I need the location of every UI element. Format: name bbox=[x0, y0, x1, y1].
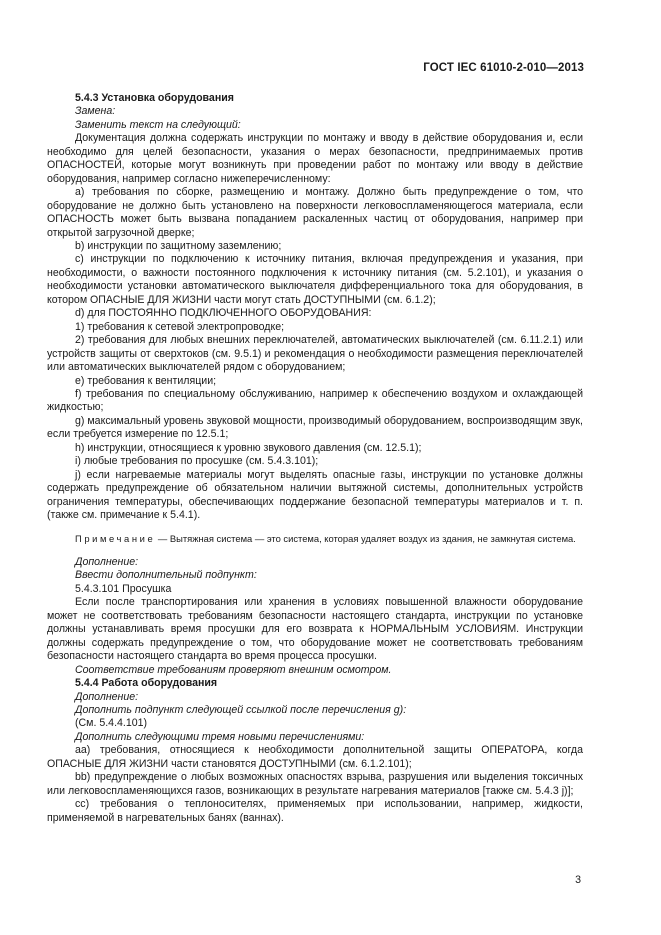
list-item-d1: 1) требования к сетевой электропроводке; bbox=[75, 320, 285, 333]
amendment-instruction: Заменить текст на следующий: bbox=[75, 118, 241, 131]
list-item-d2: 2) требования для любых внешних переключателей, автоматических выключателей (см. 6.11.2.1) или устройств защиты от сверхтоков (см. 9.5.1) и рекомендация о необходимости размещения переключателей или автоматических выключателей рядом с оборудованием; bbox=[47, 334, 583, 374]
addition-label: Дополнение: bbox=[75, 556, 139, 568]
paragraph: Документация должна содержать инструкции по монтажу и вводу в действие оборудования и, если необходимо для целей безопасности, указания о мерах безопасности, предпринимаемых против ОПАСНОСТЕЙ, которые могут возникнуть при проведении работ по монтажу или вводу в действие оборудования, например согласно нижеперечисленному: bbox=[47, 132, 583, 185]
addition-label-2: Дополнение: bbox=[75, 690, 139, 703]
list-item-b: b) инструкции по защитному заземлению; bbox=[75, 239, 282, 252]
standard-designation: ГОСТ IEC 61010-2-010—2013 bbox=[423, 62, 584, 74]
list-item-i: i) любые требования по просушке (см. 5.4.3.101); bbox=[75, 455, 319, 468]
list-item-j: j) если нагреваемые материалы могут выделять опасные газы, инструкции по установке должны содержать предупреждение об обязательном наличии вытяжной системы, дополнительных устройств ограничения температуры, обеспечивающих поддержание безопасной температуры материалов и т. п. (также см. примечание к 5.4.1). bbox=[47, 468, 583, 522]
list-item-e: e) требования к вентиляции; bbox=[75, 374, 217, 387]
conformity-statement: Соответствие требованиям проверяют внешним осмотром. bbox=[75, 663, 392, 676]
reference-line: (См. 5.4.4.101) bbox=[75, 717, 148, 730]
list-item-d: d) для ПОСТОЯННО ПОДКЛЮЧЕННОГО ОБОРУДОВАНИЯ: bbox=[75, 307, 372, 320]
list-item-a: a) требования по сборке, размещению и монтажу. Должно быть предупреждение о том, что оборудование не должно быть установлено на поверхности легковоспламеняющегося материала, если ОПАСНОСТЬ может быть вызвана попаданием раскаленных частиц от оборудования, например при открытой загрузочной дверке; bbox=[47, 186, 583, 239]
note-text: — Вытяжная система — это система, которая удаляет воздух из здания, не замкнутая система. bbox=[155, 532, 576, 544]
section-heading-5-4-4: 5.4.4 Работа оборудования bbox=[75, 677, 218, 690]
list-item-aa: aa) требования, относящиеся к необходимости дополнительной защиты ОПЕРАТОРА, когда ОПАСНЫЕ ДЛЯ ЖИЗНИ части становятся ДОСТУПНЫМИ (см. 6.1.2.101); bbox=[47, 744, 583, 770]
addition-instruction-2: Дополнить подпункт следующей ссылкой после перечисления g): bbox=[75, 703, 407, 716]
note-label: Примечание bbox=[75, 532, 156, 544]
list-item-h: h) инструкции, относящиеся к уровню звукового давления (см. 12.5.1); bbox=[75, 441, 422, 454]
note bbox=[47, 533, 583, 546]
list-item-cc: cc) требования о теплоносителях, применяемых при использовании, например, жидкости, применяемой в нагревательных банях (ваннах). bbox=[47, 798, 583, 824]
section-heading-5-4-3: 5.4.3 Установка оборудования bbox=[75, 92, 234, 104]
list-item-g: g) максимальный уровень звуковой мощности, производимый оборудованием, воспроизводящим звук, если требуется измерение по 12.5.1; bbox=[47, 414, 583, 441]
list-item-c: c) инструкции по подключению к источнику питания, включая предупреждения и указания, при необходимости, о важности постоянного подключения к источнику питания (см. 5.2.101), и указания о необходимости установки автоматического выключателя дифференциального тока для оборудования, в котором ОПАСНЫЕ ДЛЯ ЖИЗНИ части могут стать ДОСТУПНЫМИ (см. 6.1.2); bbox=[47, 253, 583, 306]
document-body bbox=[47, 92, 583, 825]
subsection-heading-5-4-3-101: 5.4.3.101 Просушка bbox=[75, 582, 172, 595]
paragraph-drying: Если после транспортирования или хранения в условиях повышенной влажности оборудование может не соответствовать требованиям безопасности настоящего стандарта, инструкции по установке должны устанавливать время просушки для его возврата к НОРМАЛЬНЫМ УСЛОВИЯМ. Инструкции должны содержать предупреждение о том, что оборудование может не соответствовать требованиям безопасности настоящего стандарта во время процесса просушки. bbox=[47, 596, 583, 663]
addition-instruction-3: Дополнить следующими тремя новыми перечислениями: bbox=[75, 730, 365, 743]
amendment-label: Замена: bbox=[75, 105, 116, 118]
list-item-f: f) требования по специальному обслуживанию, например к обеспечению воздухом и охлаждающей жидкостью; bbox=[47, 387, 583, 414]
page-number: 3 bbox=[575, 874, 581, 886]
addition-instruction: Ввести дополнительный подпункт: bbox=[75, 569, 257, 582]
list-item-bb: bb) предупреждение о любых возможных опасностях взрыва, разрушения или выделения токсичных или легковоспламеняющихся газов, возникающих в результате нагревания материалов [также см. 5.4.3 j)]; bbox=[47, 771, 583, 797]
